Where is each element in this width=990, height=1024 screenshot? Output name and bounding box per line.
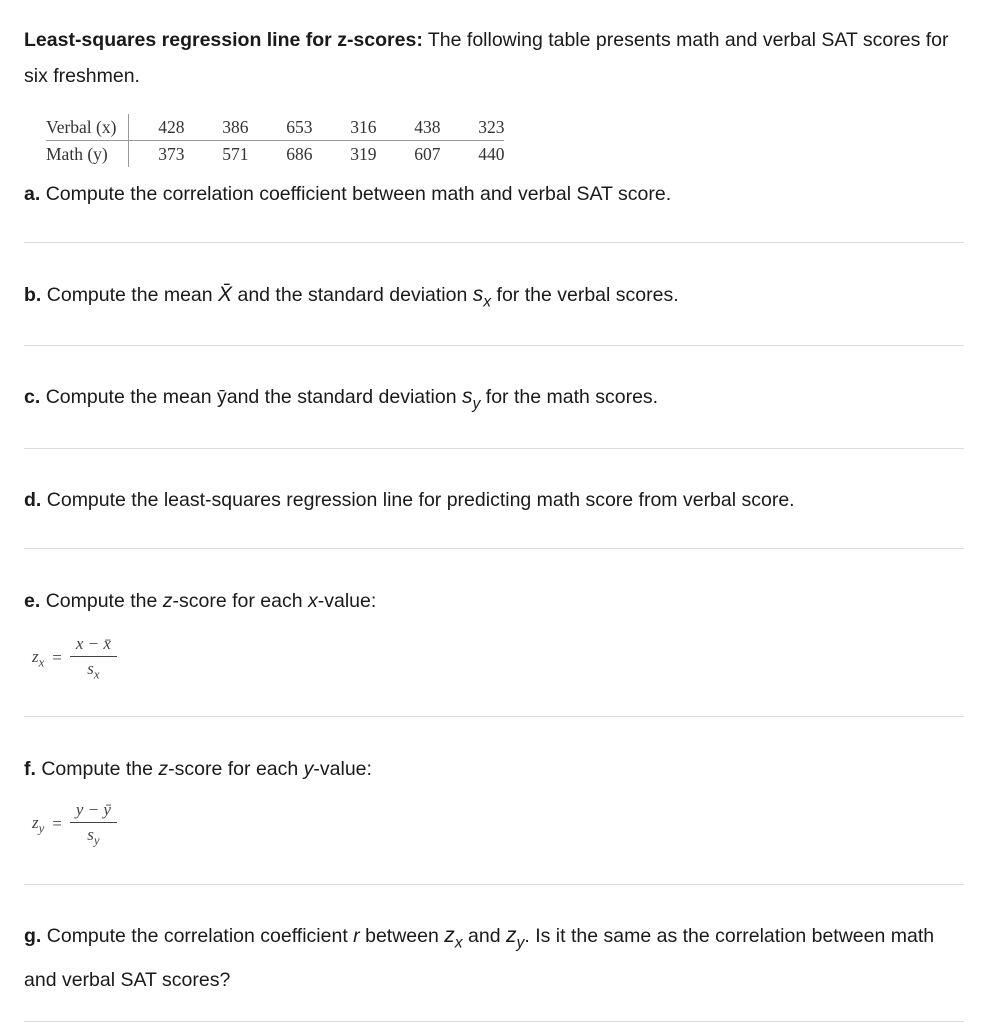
math-value-3: 686 — [286, 143, 313, 164]
zy-lhs — [32, 813, 44, 836]
zy-numerator: y − ȳ — [70, 800, 117, 823]
zy-fraction — [70, 800, 117, 848]
question-g-text-1: Compute the correlation coefficient — [46, 925, 348, 947]
math-value-5: 607 — [414, 143, 441, 164]
zx-den-sub: x — [93, 667, 100, 682]
question-e-text-3: -value: — [317, 590, 377, 612]
question-g-and: and — [468, 925, 501, 947]
question-f-letter: f. — [24, 758, 36, 780]
question-e-letter: e. — [24, 590, 41, 612]
question-d — [24, 482, 969, 518]
zy-lhs-sub: y — [38, 820, 45, 835]
math-value-1: 373 — [158, 143, 185, 164]
table-row-verbal — [46, 114, 504, 141]
divider — [24, 1021, 964, 1022]
question-g-text-2: between — [365, 925, 439, 947]
zx-symbol — [444, 924, 463, 952]
math-value-4: 319 — [350, 143, 377, 164]
divider — [24, 884, 964, 885]
question-f-z: z — [158, 758, 169, 780]
sx-s: s — [472, 283, 484, 306]
question-b — [24, 277, 969, 321]
question-b-text-3: for the verbal scores. — [496, 284, 679, 306]
question-f-var: y — [303, 758, 314, 780]
question-c-letter: c. — [24, 386, 41, 408]
question-g-letter: g. — [24, 925, 42, 947]
question-f-text-1: Compute the — [41, 758, 153, 780]
verbal-value-6: 323 — [440, 114, 504, 141]
question-a — [24, 176, 969, 212]
zx-numerator: x − x̄ — [70, 634, 117, 657]
row-label-verbal: Verbal (x) — [46, 114, 129, 141]
question-c-text-2: and the standard deviation — [226, 386, 457, 408]
question-c — [24, 379, 969, 423]
question-a-text: Compute the correlation coefficient between math and verbal SAT score. — [45, 183, 672, 205]
zx-formula — [32, 634, 117, 682]
question-f-text-3: -value: — [313, 758, 372, 780]
divider — [24, 448, 964, 449]
divider — [24, 548, 964, 549]
table-row-math — [46, 141, 504, 168]
divider — [24, 242, 964, 243]
question-e-text-1: Compute the — [45, 590, 158, 612]
zy-symbol — [506, 924, 525, 952]
problem-intro — [24, 22, 969, 94]
problem-intro-text: The following table presents math and verbal SAT scores for six freshmen. — [24, 29, 949, 87]
divider — [24, 716, 964, 717]
divider — [24, 345, 964, 346]
problem-title: Least-squares regression line for z-scores: — [24, 29, 423, 51]
sat-scores-table — [46, 114, 504, 167]
question-d-letter: d. — [24, 489, 42, 511]
g-zy-z: z — [506, 924, 517, 947]
question-b-text-2: and the standard deviation — [237, 284, 468, 306]
question-g-r: r — [353, 925, 360, 947]
question-c-text-1: Compute the mean — [45, 386, 212, 408]
verbal-value-5: 438 — [376, 114, 440, 141]
g-zx-z: z — [444, 924, 455, 947]
zy-denominator — [87, 823, 99, 848]
question-f — [24, 751, 969, 787]
question-d-text: Compute the least-squares regression line for predicting math score from verbal score. — [46, 489, 795, 511]
sy-symbol — [461, 385, 481, 413]
mean-y-symbol: ȳ — [216, 386, 227, 408]
question-e-text-2: -score for each — [172, 590, 303, 612]
sy-sub: y — [472, 395, 481, 413]
question-g-text-3: . Is it the same as the correlation between math and verbal SAT scores? — [24, 925, 935, 991]
sx-sub: x — [483, 293, 492, 311]
zy-equals: = — [52, 814, 62, 834]
row-label-math: Math (y) — [46, 141, 129, 168]
question-b-text-1: Compute the mean — [46, 284, 213, 306]
verbal-value-1: 428 — [129, 114, 185, 141]
zx-den-s: s — [87, 659, 94, 678]
math-value-2: 571 — [222, 143, 249, 164]
verbal-value-2: 386 — [184, 114, 248, 141]
sx-symbol — [472, 283, 492, 311]
verbal-value-4: 316 — [312, 114, 376, 141]
question-e-var: x — [308, 590, 318, 612]
zy-lhs-z: z — [32, 812, 39, 832]
question-b-letter: b. — [24, 284, 42, 306]
zx-denominator — [87, 657, 99, 682]
question-f-text-2: -score for each — [168, 758, 299, 780]
g-zx-sub: x — [454, 934, 463, 952]
zx-lhs-sub: x — [38, 654, 45, 669]
question-g — [24, 918, 969, 998]
zx-equals: = — [52, 648, 62, 668]
g-zy-sub: y — [516, 934, 525, 952]
question-c-text-3: for the math scores. — [485, 386, 659, 408]
zy-formula — [32, 800, 117, 848]
zx-fraction — [70, 634, 117, 682]
verbal-value-3: 653 — [248, 114, 312, 141]
math-value-6: 440 — [478, 143, 505, 164]
zy-den-s: s — [87, 825, 94, 844]
sy-s: s — [461, 385, 473, 408]
zy-den-sub: y — [93, 833, 100, 848]
question-e-z: z — [162, 590, 173, 612]
zx-lhs — [32, 647, 44, 670]
question-a-letter: a. — [24, 183, 41, 205]
mean-x-symbol: X̄ — [218, 283, 233, 306]
question-e — [24, 583, 969, 619]
zx-lhs-z: z — [32, 646, 39, 666]
